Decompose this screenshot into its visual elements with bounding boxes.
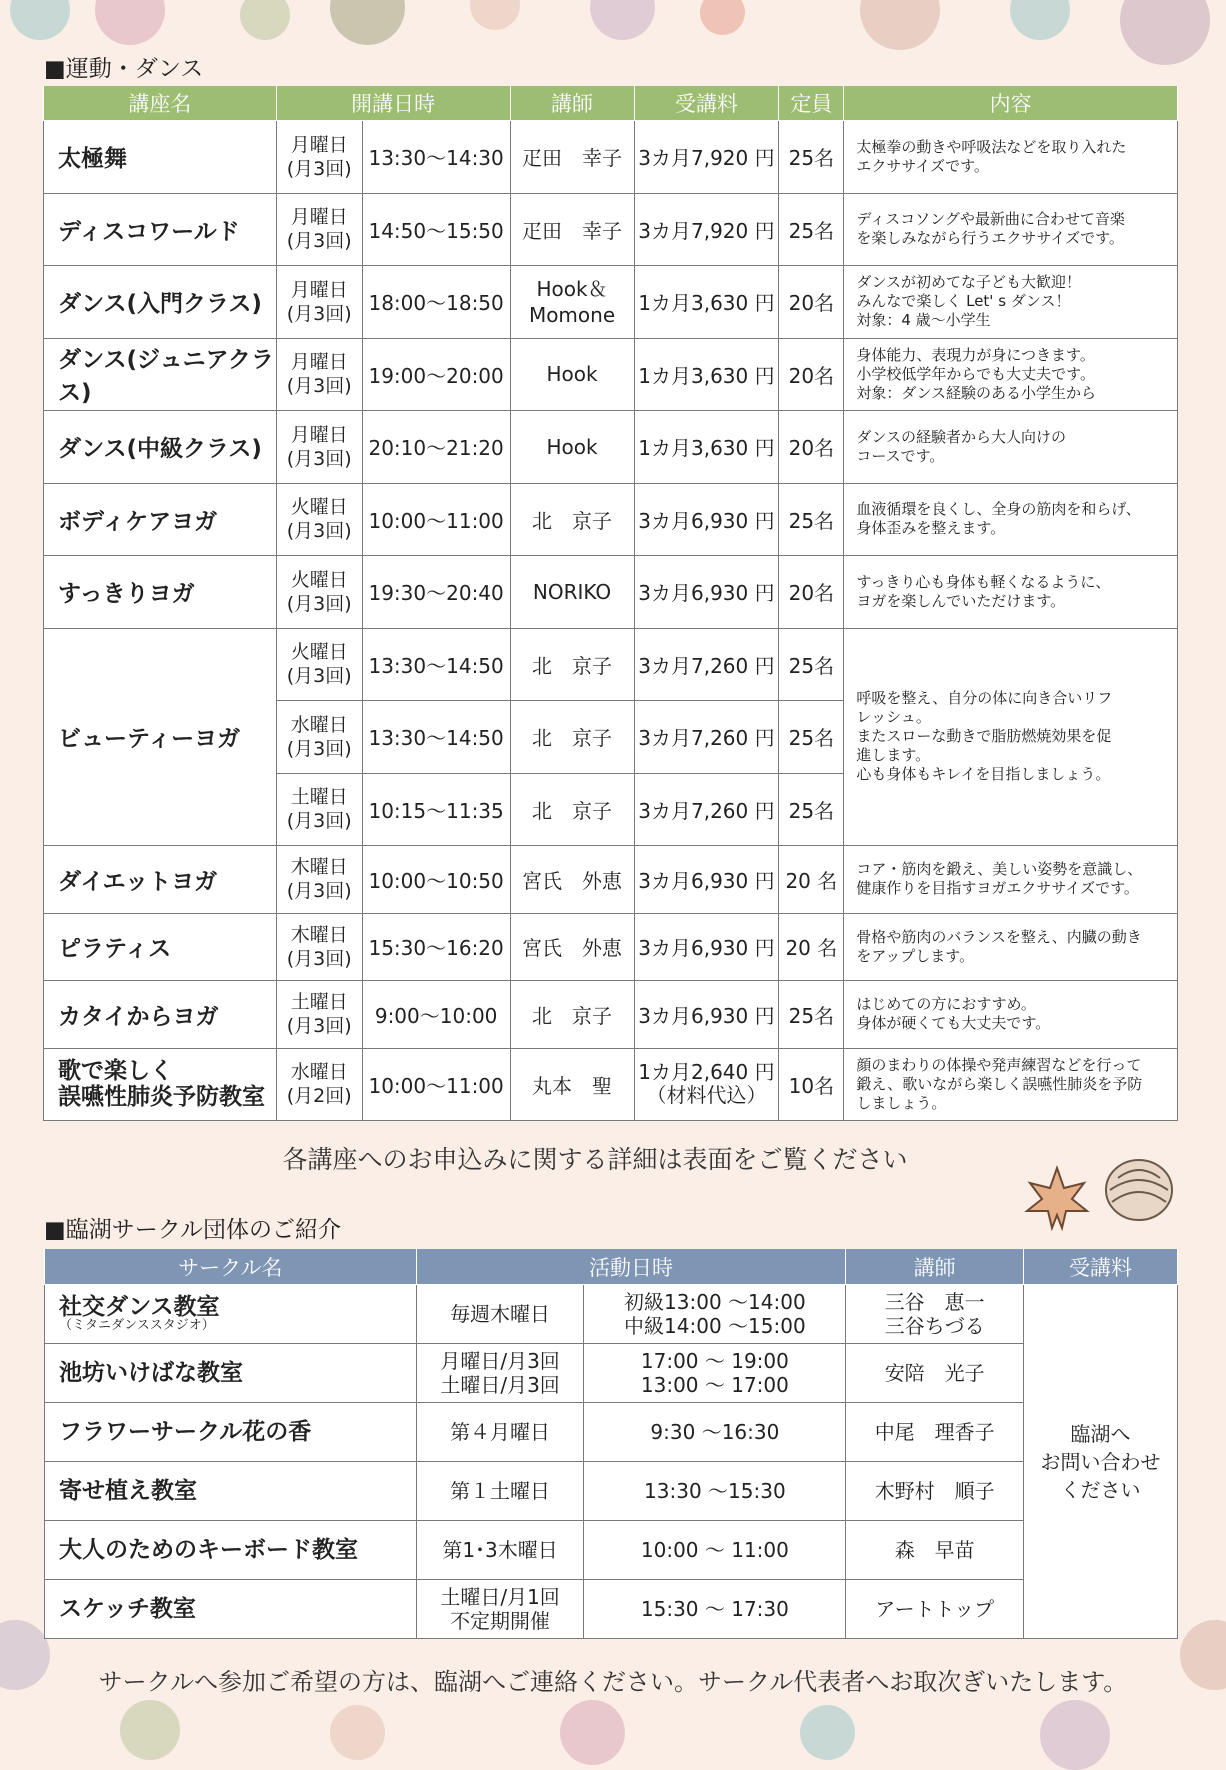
table-row [44,1048,1178,1121]
text-line: ダンスが初めてな子ども大歓迎！ [856,273,1082,292]
exercise-course-table [43,86,1178,1121]
frequency-text: (月3回) [286,1015,352,1038]
course-fee: 3カ月7,260 円 [634,773,779,846]
course-capacity: 25名 [779,628,844,701]
decor-dot [700,0,745,35]
frequency-text: (月3回) [286,810,352,833]
course-day [276,981,362,1049]
circle-name [45,1344,417,1403]
course-teacher: 丸本 聖 [510,1048,634,1121]
text-line: 三谷 恵一 [884,1290,985,1314]
decor-dot [120,1700,180,1760]
course-name: ボディケアヨガ [44,483,277,556]
circle-subtitle: （ミタニダンススタジオ） [59,1318,215,1333]
text-line: 不定期開催 [450,1609,551,1633]
frequency-text: (月3回) [286,520,352,543]
frequency-text: (月3回) [286,302,352,325]
course-description [844,338,1178,411]
day-text: 土曜日 [290,786,348,809]
day-text: 木曜日 [290,923,348,946]
table-row [44,193,1178,266]
day-text: 水曜日 [290,713,348,736]
pinecone-icon [1100,1150,1178,1228]
header-content: 内容 [844,86,1178,121]
text-line: またスローな動きで脂肪燃焼効果を促 [856,727,1112,746]
course-day [276,338,362,411]
frequency-text: (月3回) [286,947,352,970]
text-line: 第１土曜日 [450,1479,551,1503]
course-day [276,846,362,914]
course-time: 14:50〜15:50 [362,193,510,266]
text-line: 血液循環を良くし、全身の筋肉を和らげ、 [856,500,1141,519]
course-name: ディスコワールド [44,193,277,266]
text-line: 対象：ダンス経験のある小学生から [856,383,1097,402]
text-line: はじめての方におすすめ。 [856,995,1036,1014]
day-text: 木曜日 [290,856,348,879]
table-row [45,1462,1178,1521]
header-activity-schedule: 活動日時 [416,1249,846,1285]
frequency-text: (月3回) [286,447,352,470]
course-teacher: 宮氏 外恵 [510,913,634,981]
text-line: コースです。 [856,446,945,465]
day-text: 火曜日 [290,568,348,591]
circle-name [45,1403,417,1462]
circle-time [584,1285,846,1344]
text-line: レッシュ。 [856,708,931,727]
frequency-text: (月3回) [286,665,352,688]
course-name: 太極舞 [44,121,277,194]
day-text: 月曜日 [290,133,348,156]
table-row [44,483,1178,556]
circle-time [584,1403,846,1462]
course-fee: 3カ月6,930 円 [634,913,779,981]
decor-dot [1010,0,1070,40]
text-line: 土曜日/月3回 [440,1373,560,1397]
circle-teacher [846,1462,1024,1521]
course-fee: 3カ月7,920 円 [634,121,779,194]
course-day [276,121,362,194]
text-line: 対象：4 歳〜小学生 [856,311,991,330]
text-line: 森 早苗 [894,1538,975,1562]
text-line: 木野村 順子 [874,1479,995,1503]
course-capacity: 20名 [779,338,844,411]
frequency-text: (月3回) [286,230,352,253]
course-time: 13:30〜14:30 [362,121,510,194]
fee-text: 1カ月2,640 円 [638,1060,775,1085]
course-description [844,556,1178,629]
decor-dot [240,0,290,40]
name-line: 歌で楽しく [58,1058,173,1085]
table-row [45,1521,1178,1580]
text-line: 9:30 〜16:30 [650,1420,780,1444]
circle-name [45,1462,417,1521]
decor-dot [590,0,655,40]
frequency-text: (月3回) [286,375,352,398]
text-line: アートトップ [875,1597,995,1621]
decor-dot [1040,1700,1110,1770]
course-description [844,483,1178,556]
course-time: 13:30〜14:50 [362,628,510,701]
table-row [44,338,1178,411]
course-teacher: 北 京子 [510,981,634,1049]
table-row [44,411,1178,484]
table-row [44,846,1178,914]
course-day [276,1048,362,1121]
table-row [44,266,1178,339]
table-row [44,913,1178,981]
course-fee: 3カ月7,260 円 [634,628,779,701]
header-teacher: 講師 [846,1249,1024,1285]
text-line: 身体が硬くても大丈夫です。 [856,1014,1051,1033]
course-name: カタイからヨガ [44,981,277,1049]
maple-leaf-icon [1022,1163,1092,1233]
course-capacity: 25名 [779,773,844,846]
text-line: 安陪 光子 [884,1361,985,1385]
text-line: を楽しみながら行うエクササイズです。 [856,229,1124,248]
fee-note: （材料代込） [646,1083,767,1108]
text-line: 17:00 〜 19:00 [640,1349,789,1373]
circle-time [584,1344,846,1403]
course-time: 19:00〜20:00 [362,338,510,411]
course-name: ダイエットヨガ [44,846,277,914]
course-time: 10:00〜11:00 [362,1048,510,1121]
day-text: 火曜日 [290,641,348,664]
text-line: 毎週木曜日 [450,1302,551,1326]
text-line: 三谷ちづる [884,1314,985,1338]
text-line: 中尾 理香子 [874,1420,995,1444]
text-line: ヨガを楽しんでいただけます。 [856,591,1066,610]
course-capacity: 25名 [779,981,844,1049]
table-header-row [45,1249,1178,1285]
decor-dot [1120,0,1210,65]
course-fee: 3カ月7,920 円 [634,193,779,266]
footer-contact-note: サークルへ参加ご希望の方は、臨湖へご連絡ください。サークル代表者へお取次ぎいたします。 [98,1668,1128,1696]
course-time: 15:30〜16:20 [362,913,510,981]
course-day [276,483,362,556]
text-line: コア・筋肉を鍛え、美しい姿勢を意識し、 [856,860,1143,879]
course-time: 18:00〜18:50 [362,266,510,339]
text-line: 骨格や筋肉のバランスを整え、内臓の動き [856,927,1142,946]
circle-name [45,1285,417,1344]
text-line: 13:30 〜15:30 [644,1479,786,1503]
course-description [844,266,1178,339]
table-header-row [44,86,1178,121]
text-line: 臨湖へ [1070,1421,1131,1446]
course-day [276,556,362,629]
text-line: 健康作りを目指すヨガエクササイズです。 [856,879,1139,898]
course-time: 10:00〜10:50 [362,846,510,914]
decor-dot [560,1700,625,1765]
circle-day [416,1285,584,1344]
header-course-name: 講座名 [44,86,277,121]
section-title-exercise: ■運動・ダンス [44,56,204,82]
course-day [276,701,362,774]
circle-time [584,1580,846,1639]
text-line: エクササイズです。 [856,156,989,175]
text-line: ください [1060,1477,1141,1502]
text-line: 鍛え、歌いながら楽しく誤嚥性肺炎を予防 [856,1074,1143,1093]
course-fee: 3カ月6,930 円 [634,556,779,629]
text-line: 第４月曜日 [450,1420,551,1444]
course-fee: 1カ月3,630 円 [634,338,779,411]
course-teacher: Hook [510,338,634,411]
teacher-text: Momone [528,302,616,327]
circle-teacher [846,1344,1024,1403]
course-fee [634,1048,779,1121]
frequency-text: (月3回) [286,157,352,180]
decor-dot [860,0,940,50]
course-teacher: 疋田 幸子 [510,193,634,266]
course-time: 20:10〜21:20 [362,411,510,484]
day-text: 月曜日 [290,351,348,374]
circle-name-text: 大人のためのキーボード教室 [59,1537,358,1563]
course-teacher: 宮氏 外恵 [510,846,634,914]
course-name: ダンス(中級クラス) [44,411,277,484]
course-capacity: 10名 [779,1048,844,1121]
header-fee: 受講料 [1024,1249,1178,1285]
circle-name [45,1580,417,1639]
course-capacity: 25名 [779,121,844,194]
day-text: 月曜日 [290,206,348,229]
circle-teacher [846,1403,1024,1462]
decor-dot [95,0,165,45]
table-row [44,556,1178,629]
course-teacher: NORIKO [510,556,634,629]
course-name: ピラティス [44,913,277,981]
course-time: 19:30〜20:40 [362,556,510,629]
table-row [44,628,1178,701]
course-fee: 3カ月6,930 円 [634,846,779,914]
text-line: 身体歪みを整えます。 [856,519,1006,538]
circle-name [45,1521,417,1580]
text-line: しましょう。 [856,1093,947,1112]
course-description [844,913,1178,981]
table-row [45,1344,1178,1403]
course-description [844,193,1178,266]
course-teacher: 北 京子 [510,773,634,846]
text-line: 呼吸を整え、自分の体に向き合いリフ [856,689,1113,708]
course-name: ダンス(入門クラス) [44,266,277,339]
course-capacity: 25名 [779,701,844,774]
table-row [45,1580,1178,1639]
course-description [844,981,1178,1049]
text-line: 15:30 〜 17:30 [640,1597,789,1621]
decor-dot [330,1705,385,1760]
course-name [44,1048,277,1121]
course-capacity: 20名 [779,411,844,484]
course-day [276,628,362,701]
text-line: すっきり心も身体も軽くなるように、 [856,572,1111,591]
text-line: ディスコソングや最新曲に合わせて音楽 [856,210,1125,229]
circle-day [416,1403,584,1462]
circle-teacher [846,1580,1024,1639]
circle-day [416,1580,584,1639]
course-name: すっきりヨガ [44,556,277,629]
text-line: 小学校低学年からでも大丈夫です。 [856,364,1095,383]
course-fee: 3カ月6,930 円 [634,483,779,556]
course-teacher: 北 京子 [510,701,634,774]
course-time: 10:00〜11:00 [362,483,510,556]
text-line: 10:00 〜 11:00 [640,1538,789,1562]
course-description [844,1048,1178,1121]
course-capacity: 25名 [779,483,844,556]
text-line: 顔のまわりの体操や発声練習などを行って [856,1055,1142,1074]
decor-dot [800,1705,855,1760]
text-line: お問い合わせ [1040,1449,1161,1474]
text-line: 心も身体もキレイを目指しましょう。 [856,765,1111,784]
course-capacity: 20名 [779,266,844,339]
course-day [276,411,362,484]
application-note: 各講座へのお申込みに関する詳細は表面をご覧ください [282,1145,908,1174]
circle-time [584,1521,846,1580]
circle-name-text: 寄せ植え教室 [59,1478,197,1504]
course-teacher: 北 京子 [510,483,634,556]
circle-day [416,1344,584,1403]
table-row [44,981,1178,1049]
text-line: をアップします。 [856,946,975,965]
text-line: 土曜日/月1回 [440,1585,560,1609]
section-title-circle: ■臨湖サークル団体のご紹介 [44,1217,342,1243]
table-row [45,1403,1178,1462]
decor-dot [470,0,520,30]
circle-day [416,1521,584,1580]
circle-name-text: スケッチ教室 [59,1596,196,1622]
course-description [844,628,1178,846]
course-teacher: 北 京子 [510,628,634,701]
course-time: 13:30〜14:50 [362,701,510,774]
table-row [44,121,1178,194]
course-day [276,193,362,266]
course-fee: 1カ月3,630 円 [634,266,779,339]
course-teacher [510,266,634,339]
header-schedule: 開講日時 [276,86,510,121]
decor-dot [330,0,405,45]
course-description [844,121,1178,194]
frequency-text: (月3回) [286,592,352,615]
course-day [276,773,362,846]
header-fee: 受講料 [634,86,779,121]
text-line: 身体能力、表現力が身につきます。 [856,345,1095,364]
circle-name-text: 池坊いけばな教室 [59,1360,243,1386]
name-line: 誤嚥性肺炎予防教室 [58,1084,265,1111]
frequency-text: (月3回) [286,880,352,903]
course-teacher: 疋田 幸子 [510,121,634,194]
text-line: 月曜日/月3回 [440,1349,560,1373]
text-line: 13:00 〜 17:00 [640,1373,789,1397]
day-text: 月曜日 [290,423,348,446]
course-name: ダンス(ジュニアクラス) [44,338,277,411]
day-text: 火曜日 [290,496,348,519]
circle-teacher [846,1521,1024,1580]
day-text: 土曜日 [290,991,348,1014]
decor-dot [10,0,70,40]
text-line: ダンスの経験者から大人向けの [856,427,1067,446]
frequency-text: (月3回) [286,737,352,760]
text-line: 中級14:00 〜15:00 [624,1314,806,1338]
circle-name-text: フラワーサークル花の香 [59,1419,312,1445]
text-line: みんなで楽しく Let' s ダンス！ [856,292,1071,311]
course-fee: 3カ月6,930 円 [634,981,779,1049]
teacher-text: Hook＆ [536,276,608,301]
circle-teacher [846,1285,1024,1344]
course-name: ビューティーヨガ [44,628,277,846]
day-text: 水曜日 [290,1061,348,1084]
circle-time [584,1462,846,1521]
circle-group-table [44,1249,1178,1639]
circle-day [416,1462,584,1521]
header-teacher: 講師 [510,86,634,121]
course-fee: 1カ月3,630 円 [634,411,779,484]
circle-name-text: 社交ダンス教室 [59,1294,220,1320]
text-line: 第1･3木曜日 [442,1538,558,1562]
header-circle-name: サークル名 [45,1249,417,1285]
course-capacity: 20 名 [779,846,844,914]
course-description [844,411,1178,484]
text-line: 進します。 [856,746,931,765]
course-description [844,846,1178,914]
course-fee: 3カ月7,260 円 [634,701,779,774]
text-line: 初級13:00 〜14:00 [624,1290,806,1314]
course-day [276,266,362,339]
frequency-text: (月2回) [286,1085,352,1108]
course-time: 9:00〜10:00 [362,981,510,1049]
course-capacity: 25名 [779,193,844,266]
course-capacity: 20 名 [779,913,844,981]
circle-fee [1024,1285,1178,1639]
day-text: 月曜日 [290,278,348,301]
table-row [45,1285,1178,1344]
course-capacity: 20名 [779,556,844,629]
text-line: 太極拳の動きや呼吸法などを取り入れた [856,137,1127,156]
course-day [276,913,362,981]
course-time: 10:15〜11:35 [362,773,510,846]
course-teacher: Hook [510,411,634,484]
header-capacity: 定員 [779,86,844,121]
